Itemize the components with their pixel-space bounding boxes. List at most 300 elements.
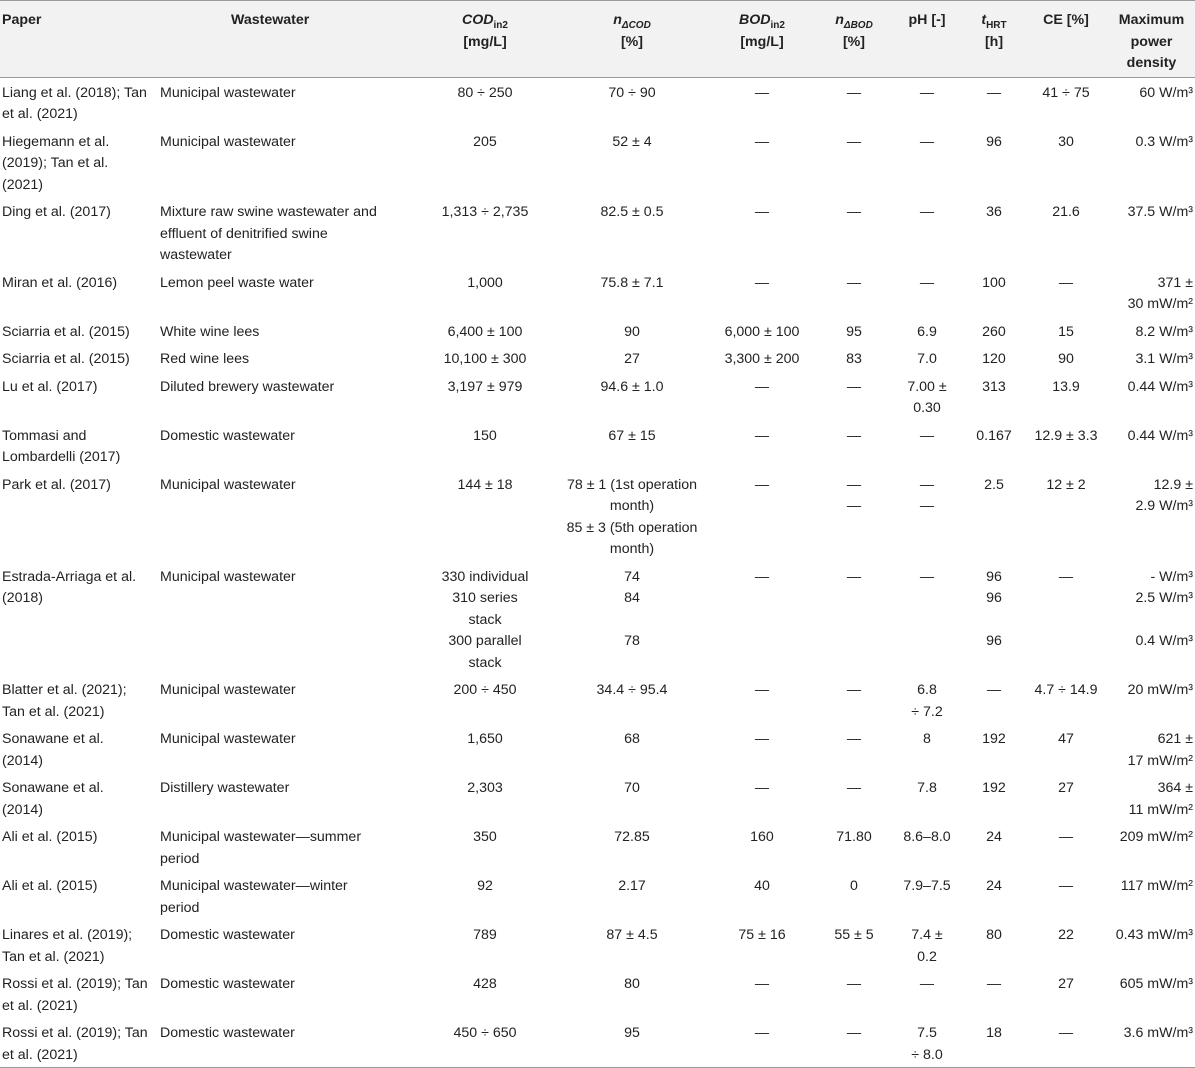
cell-cod-in xyxy=(412,969,558,1018)
cell-max-power-density xyxy=(1108,724,1195,773)
cell-cod-in xyxy=(412,822,558,871)
cell-line: 7.5 xyxy=(917,1025,937,1041)
cell-line: — xyxy=(846,1025,862,1041)
cell-line: 72.85 xyxy=(614,829,650,845)
header-row xyxy=(0,1,1195,78)
cell-line: 84 xyxy=(624,590,640,606)
cell-t-hrt xyxy=(964,871,1024,920)
cell-line: stack xyxy=(468,611,502,628)
cell-max-power-density xyxy=(1108,268,1195,317)
cell-line: 450 ÷ 650 xyxy=(453,1025,517,1041)
cell-line: 47 xyxy=(1058,731,1074,747)
cell-line: Ali et al. (2015) xyxy=(2,878,98,894)
cell-line: 160 xyxy=(750,829,774,845)
cell-line: Lombardelli (2017) xyxy=(2,449,121,465)
cell-line: 10,100 ± 300 xyxy=(443,351,527,367)
cell-n-cod xyxy=(558,920,706,969)
cell-line: 6.9 xyxy=(917,323,937,340)
cell-line: (2014) xyxy=(2,752,44,769)
cell-n-bod xyxy=(818,127,890,198)
cell-n-cod xyxy=(558,675,706,724)
cell-paper xyxy=(0,562,158,676)
cell-line: Red wine lees xyxy=(160,351,250,367)
cell-line: 7.8 xyxy=(917,780,937,796)
cell-wastewater xyxy=(158,372,412,421)
cell-line: et al. (2021) xyxy=(2,1046,78,1063)
cell-line: 75.8 ± 7.1 xyxy=(600,274,664,291)
cell-bod-in xyxy=(706,773,818,822)
cell-line: 27 xyxy=(1058,780,1074,796)
table-row xyxy=(0,344,1195,372)
cell-line: 71.80 xyxy=(836,829,872,845)
cell-n-cod xyxy=(558,724,706,773)
cell-line: period xyxy=(160,850,200,867)
cell-line: — xyxy=(846,476,862,493)
cell-cod-in xyxy=(412,372,558,421)
cell-ce xyxy=(1024,871,1108,920)
cell-line: 371 ± xyxy=(1157,274,1193,291)
cell-line: — xyxy=(846,498,862,514)
cell-t-hrt xyxy=(964,317,1024,345)
cell-line: 0.44 W/m³ xyxy=(1127,427,1193,444)
cell-ce xyxy=(1024,317,1108,345)
cell-line: Sonawane et al. xyxy=(2,780,104,796)
cell-line: 2.9 W/m³ xyxy=(1135,498,1193,514)
cell-line: — xyxy=(754,274,770,291)
cell-line: Hiegemann et al. xyxy=(2,133,110,150)
cell-line: 209 mW/m² xyxy=(1119,829,1193,845)
cell-bod-in xyxy=(706,317,818,345)
cell-line: Ding et al. (2017) xyxy=(2,204,111,220)
cell-line xyxy=(966,653,1022,675)
cell-line: 0.3 W/m³ xyxy=(1135,133,1193,150)
cell-ph xyxy=(890,197,964,268)
cell-ph xyxy=(890,421,964,470)
cell-line: 12 ± 2 xyxy=(1046,476,1086,493)
cell-line: 55 ± 5 xyxy=(834,927,874,943)
cell-line: — xyxy=(846,378,862,395)
cell-line: 200 ÷ 450 xyxy=(453,682,517,698)
cell-max-power-density xyxy=(1108,77,1195,127)
cell-line: — xyxy=(846,204,862,220)
cell-line: 95 xyxy=(846,323,862,340)
cell-line: Ali et al. (2015) xyxy=(2,829,98,845)
cell-max-power-density xyxy=(1108,562,1195,676)
cell-line: Tan et al. (2021) xyxy=(2,703,105,720)
cell-line: 15 xyxy=(1058,323,1074,340)
cell-line: 30 mW/m² xyxy=(1127,296,1193,312)
cell-n-cod xyxy=(558,773,706,822)
cell-ce xyxy=(1024,773,1108,822)
cell-n-cod xyxy=(558,969,706,1018)
cell-line: 3.1 W/m³ xyxy=(1135,351,1193,367)
cell-n-cod xyxy=(558,127,706,198)
cell-line: Estrada-Arriaga et al. xyxy=(2,568,137,585)
cell-max-power-density xyxy=(1108,871,1195,920)
cell-line: et al. (2021) xyxy=(2,997,78,1014)
cell-line: 13.9 xyxy=(1052,378,1080,395)
cell-wastewater xyxy=(158,317,412,345)
cell-line: 2,303 xyxy=(467,780,503,796)
cell-line: White wine lees xyxy=(160,323,260,340)
cell-wastewater xyxy=(158,268,412,317)
cell-line: 605 mW/m³ xyxy=(1119,976,1193,992)
cell-bod-in xyxy=(706,822,818,871)
cell-line: 18 xyxy=(986,1025,1002,1041)
cell-line: wastewater xyxy=(160,247,232,263)
cell-line: 300 parallel xyxy=(448,633,522,649)
cell-line: 83 xyxy=(846,351,862,367)
cell-line: — xyxy=(919,427,935,444)
cell-line: — xyxy=(754,204,770,220)
cell-line: 0.167 xyxy=(976,427,1012,444)
cell-t-hrt xyxy=(964,724,1024,773)
cell-line: 85 ± 3 (5th operation month) xyxy=(566,519,698,557)
cell-line: 36 xyxy=(986,204,1002,220)
cell-ph xyxy=(890,470,964,562)
cell-ce xyxy=(1024,127,1108,198)
cell-line: Domestic wastewater xyxy=(160,976,295,992)
cell-max-power-density xyxy=(1108,197,1195,268)
cell-ph xyxy=(890,344,964,372)
cell-line: — xyxy=(1058,568,1074,585)
cell-line: 78 ± 1 (1st operation month) xyxy=(566,476,698,514)
cell-t-hrt xyxy=(964,822,1024,871)
cell-line: 3,300 ± 200 xyxy=(724,351,800,367)
cell-ce xyxy=(1024,344,1108,372)
cell-line: 96 xyxy=(986,133,1002,150)
cell-line: 350 xyxy=(473,829,497,845)
cell-line: 74 xyxy=(624,568,640,585)
table-row xyxy=(0,920,1195,969)
cell-line: 78 xyxy=(624,633,640,649)
cell-ph xyxy=(890,773,964,822)
cell-paper xyxy=(0,197,158,268)
cell-line: 0.4 W/m³ xyxy=(1135,633,1193,649)
cell-n-cod xyxy=(558,372,706,421)
cell-paper xyxy=(0,773,158,822)
cell-line: 80 xyxy=(624,976,640,992)
cell-line: 2.5 xyxy=(984,476,1004,493)
cell-n-bod xyxy=(818,675,890,724)
cell-line: 6.8 xyxy=(917,682,937,698)
table-row xyxy=(0,822,1195,871)
cell-line: — xyxy=(754,682,770,698)
cell-cod-in xyxy=(412,268,558,317)
cell-n-bod xyxy=(818,871,890,920)
cell-line: Blatter et al. (2021); xyxy=(2,682,127,698)
cell-max-power-density xyxy=(1108,675,1195,724)
cell-line: 90 xyxy=(1058,351,1074,367)
cell-line xyxy=(1110,610,1193,632)
cell-cod-in xyxy=(412,127,558,198)
cell-ce xyxy=(1024,822,1108,871)
header-ce: CE [%] xyxy=(1024,1,1108,78)
cell-line: 8.2 W/m³ xyxy=(1135,323,1193,340)
cell-ph xyxy=(890,920,964,969)
cell-line: — xyxy=(754,976,770,992)
cell-n-cod xyxy=(558,470,706,562)
cell-t-hrt xyxy=(964,344,1024,372)
cell-n-cod xyxy=(558,317,706,345)
cell-bod-in xyxy=(706,675,818,724)
cell-paper xyxy=(0,344,158,372)
cell-ce xyxy=(1024,969,1108,1018)
header-bod-in: $BOD_{in2}$ [mg/L] xyxy=(706,1,818,78)
cell-line: — xyxy=(846,133,862,150)
cell-line: Lemon peel waste water xyxy=(160,274,314,291)
cell-bod-in xyxy=(706,372,818,421)
cell-wastewater xyxy=(158,562,412,676)
table-row xyxy=(0,773,1195,822)
cell-max-power-density xyxy=(1108,920,1195,969)
cell-line: 7.00 ± xyxy=(907,378,947,395)
cell-n-cod xyxy=(558,822,706,871)
cell-line: Tan et al. (2021) xyxy=(2,948,105,965)
cell-line: Rossi et al. (2019); Tan xyxy=(2,1025,148,1041)
cell-paper xyxy=(0,77,158,127)
cell-n-bod xyxy=(818,372,890,421)
cell-paper xyxy=(0,675,158,724)
cell-line: Municipal wastewater xyxy=(160,133,296,150)
cell-line xyxy=(560,610,704,632)
cell-line: — xyxy=(846,682,862,698)
cell-max-power-density xyxy=(1108,969,1195,1018)
header-t-hrt: $t_{HRT}$ [h] xyxy=(964,1,1024,78)
cell-line: 2.5 W/m³ xyxy=(1135,590,1193,606)
cell-line: 260 xyxy=(982,323,1006,340)
cell-line: — xyxy=(754,780,770,796)
cell-wastewater xyxy=(158,421,412,470)
cell-line: — xyxy=(754,1025,770,1041)
cell-line: 7.0 xyxy=(917,351,937,367)
cell-t-hrt xyxy=(964,470,1024,562)
header-wastewater: Wastewater xyxy=(158,1,412,78)
cell-paper xyxy=(0,317,158,345)
cell-line: — xyxy=(754,568,770,585)
cell-line: 4.7 ÷ 14.9 xyxy=(1034,682,1098,698)
cell-line: 1,000 xyxy=(467,274,503,291)
cell-line: ÷ 8.0 xyxy=(911,1046,943,1063)
cell-ph xyxy=(890,675,964,724)
cell-line: 82.5 ± 0.5 xyxy=(600,204,664,220)
cell-line: period xyxy=(160,899,200,916)
cell-line: 313 xyxy=(982,378,1006,395)
cell-line: 20 mW/m³ xyxy=(1127,682,1193,698)
cell-line: 100 xyxy=(982,274,1006,291)
table-row xyxy=(0,127,1195,198)
table-row xyxy=(0,372,1195,421)
cell-cod-in xyxy=(412,724,558,773)
table-body xyxy=(0,77,1195,1068)
cell-line: 144 ± 18 xyxy=(457,476,513,493)
cell-line: — xyxy=(986,976,1002,992)
cell-n-bod xyxy=(818,822,890,871)
cell-line: 67 ± 15 xyxy=(608,427,656,444)
header-n-bod: $n_{\Delta BOD}$ [%] xyxy=(818,1,890,78)
cell-n-cod xyxy=(558,421,706,470)
cell-line: — xyxy=(919,204,935,220)
cell-line: 27 xyxy=(624,351,640,367)
cell-paper xyxy=(0,1018,158,1068)
cell-line: — xyxy=(754,427,770,444)
cell-ph xyxy=(890,127,964,198)
cell-wastewater xyxy=(158,871,412,920)
cell-n-cod xyxy=(558,268,706,317)
cell-line: 87 ± 4.5 xyxy=(606,927,658,943)
table-row xyxy=(0,675,1195,724)
cell-ce xyxy=(1024,470,1108,562)
cell-t-hrt xyxy=(964,197,1024,268)
cell-line: 789 xyxy=(473,927,497,943)
cell-line: — xyxy=(754,133,770,150)
cell-n-bod xyxy=(818,470,890,562)
cell-line: 80 ÷ 250 xyxy=(457,84,513,101)
cell-line: — xyxy=(919,476,935,493)
cell-line: 364 ± xyxy=(1157,780,1193,796)
cell-line: 80 xyxy=(986,927,1002,943)
cell-line: — xyxy=(986,682,1002,698)
cell-line xyxy=(560,653,704,675)
cell-paper xyxy=(0,822,158,871)
cell-n-bod xyxy=(818,268,890,317)
cell-line: 2.17 xyxy=(618,878,646,894)
table-row xyxy=(0,562,1195,676)
cell-n-cod xyxy=(558,871,706,920)
cell-line: Tommasi and xyxy=(2,427,87,444)
cell-line: — xyxy=(919,976,935,992)
cell-cod-in xyxy=(412,77,558,127)
cell-line: — xyxy=(1058,829,1074,845)
cell-line: 75 ± 16 xyxy=(738,927,786,943)
cell-paper xyxy=(0,421,158,470)
cell-line: 0.30 xyxy=(913,400,941,416)
cell-line: 68 xyxy=(624,731,640,747)
cell-wastewater xyxy=(158,773,412,822)
cell-cod-in xyxy=(412,871,558,920)
cell-wastewater xyxy=(158,969,412,1018)
cell-line: 34.4 ÷ 95.4 xyxy=(596,682,668,698)
cell-bod-in xyxy=(706,724,818,773)
cell-paper xyxy=(0,268,158,317)
cell-line: 7.4 ± xyxy=(911,927,943,943)
cell-ph xyxy=(890,871,964,920)
cell-ce xyxy=(1024,421,1108,470)
cell-cod-in xyxy=(412,675,558,724)
table-row xyxy=(0,470,1195,562)
cell-line: Municipal wastewater xyxy=(160,84,296,101)
cell-t-hrt xyxy=(964,773,1024,822)
cell-paper xyxy=(0,969,158,1018)
cell-n-bod xyxy=(818,969,890,1018)
cell-cod-in xyxy=(412,562,558,676)
cell-max-power-density xyxy=(1108,127,1195,198)
cell-line: 12.9 ± 3.3 xyxy=(1034,427,1098,444)
cell-line: 22 xyxy=(1058,927,1074,943)
cell-bod-in xyxy=(706,127,818,198)
cell-line: (2018) xyxy=(2,590,44,606)
cell-bod-in xyxy=(706,344,818,372)
cell-line: — xyxy=(846,780,862,796)
cell-n-bod xyxy=(818,317,890,345)
cell-line: — xyxy=(846,84,862,101)
table-row xyxy=(0,77,1195,127)
cell-bod-in xyxy=(706,871,818,920)
cell-max-power-density xyxy=(1108,344,1195,372)
cell-line: 37.5 W/m³ xyxy=(1127,204,1193,220)
cell-cod-in xyxy=(412,344,558,372)
cell-line: 12.9 ± xyxy=(1153,476,1193,493)
cell-line: 120 xyxy=(982,351,1006,367)
cell-n-bod xyxy=(818,562,890,676)
cell-line: 0.2 xyxy=(917,948,937,965)
cell-n-bod xyxy=(818,344,890,372)
cell-wastewater xyxy=(158,127,412,198)
cell-ph xyxy=(890,77,964,127)
header-n-cod: $n_{\Delta COD}$ [%] xyxy=(558,1,706,78)
cell-line xyxy=(966,610,1022,632)
cell-line: 8.6–8.0 xyxy=(903,829,951,845)
cell-t-hrt xyxy=(964,421,1024,470)
cell-t-hrt xyxy=(964,562,1024,676)
cell-cod-in xyxy=(412,317,558,345)
cell-line: — xyxy=(1058,274,1074,291)
cell-ph xyxy=(890,1018,964,1068)
cell-ph xyxy=(890,268,964,317)
cell-line: Mixture raw swine wastewater and xyxy=(160,204,377,220)
cell-max-power-density xyxy=(1108,421,1195,470)
cell-n-bod xyxy=(818,724,890,773)
table-row xyxy=(0,969,1195,1018)
cell-n-bod xyxy=(818,1018,890,1068)
cell-wastewater xyxy=(158,470,412,562)
cell-line: 1,313 ÷ 2,735 xyxy=(441,204,529,220)
cell-line: 192 xyxy=(982,731,1006,747)
cell-line: — xyxy=(986,84,1002,101)
cell-line: 192 xyxy=(982,780,1006,796)
cell-n-cod xyxy=(558,77,706,127)
table-row xyxy=(0,724,1195,773)
cell-max-power-density xyxy=(1108,773,1195,822)
cell-wastewater xyxy=(158,77,412,127)
cell-line: 330 individual xyxy=(441,568,529,585)
cell-cod-in xyxy=(412,1018,558,1068)
cell-t-hrt xyxy=(964,372,1024,421)
cell-line: 150 xyxy=(473,427,497,444)
table-row xyxy=(0,1018,1195,1068)
cell-t-hrt xyxy=(964,1018,1024,1068)
header-paper: Paper xyxy=(0,1,158,78)
cell-wastewater xyxy=(158,920,412,969)
cell-line: 428 xyxy=(473,976,497,992)
cell-line: Municipal wastewater xyxy=(160,682,296,698)
cell-line: 17 mW/m² xyxy=(1127,752,1193,769)
cell-line: 7.9–7.5 xyxy=(903,878,951,894)
cell-line: 96 xyxy=(986,590,1002,606)
cell-line: 70 ÷ 90 xyxy=(608,84,656,101)
cell-line: (2021) xyxy=(2,176,44,193)
cell-line: — xyxy=(846,568,862,585)
cell-ce xyxy=(1024,77,1108,127)
header-cod-in: $COD_{in2}$ [mg/L] xyxy=(412,1,558,78)
cell-line: 0.43 mW/m³ xyxy=(1115,927,1193,943)
cell-cod-in xyxy=(412,197,558,268)
cell-t-hrt xyxy=(964,969,1024,1018)
cell-bod-in xyxy=(706,562,818,676)
cell-t-hrt xyxy=(964,920,1024,969)
cell-wastewater xyxy=(158,197,412,268)
cell-line: 92 xyxy=(477,878,493,894)
